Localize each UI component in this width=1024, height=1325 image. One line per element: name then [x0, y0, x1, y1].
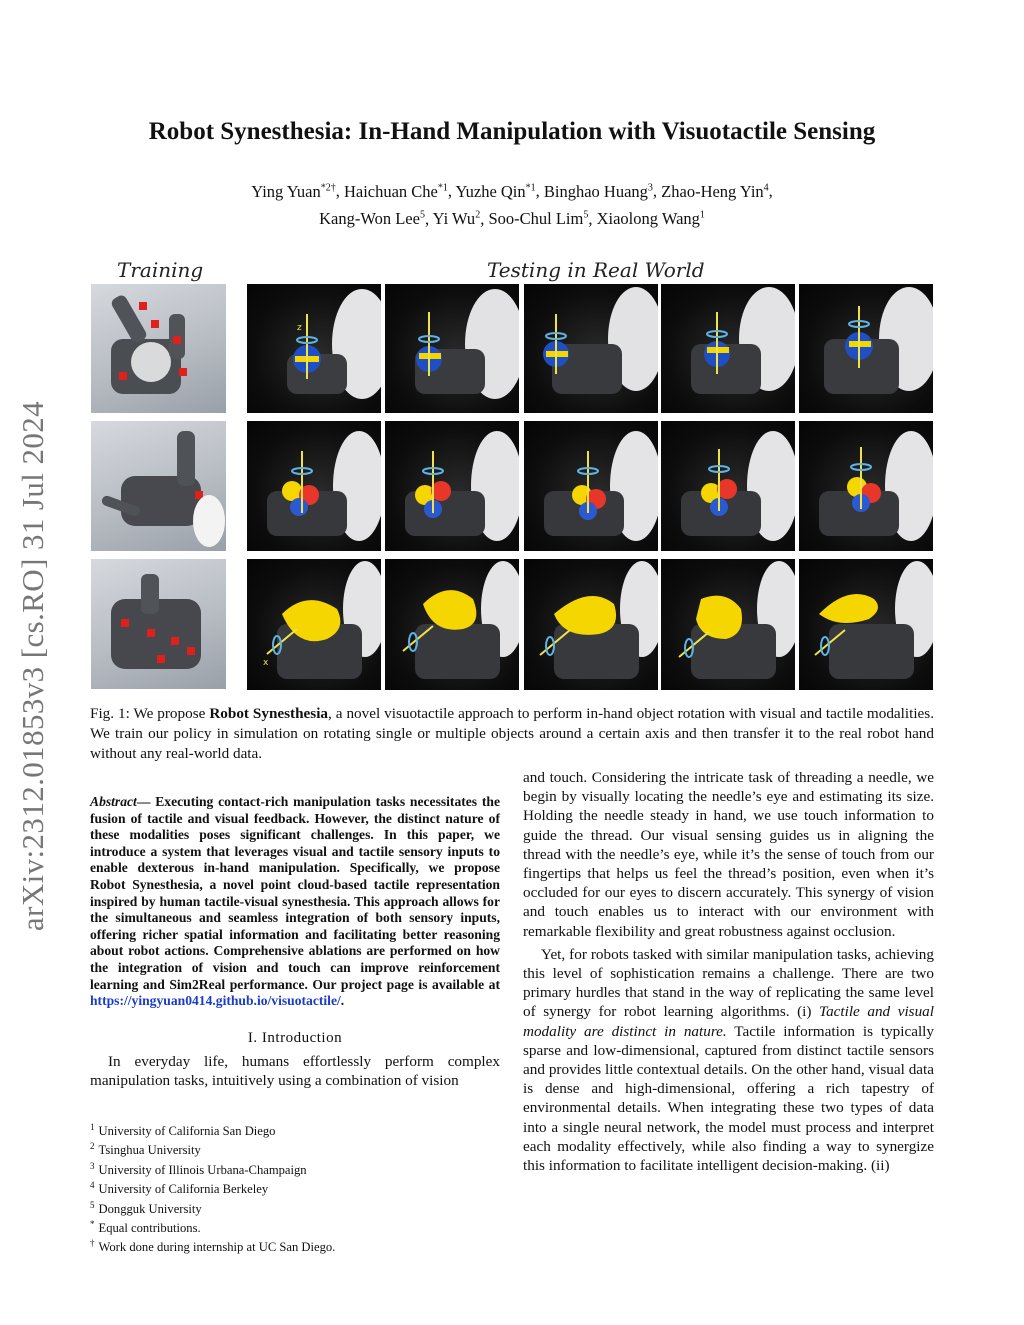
real-image-r2-c5 [799, 421, 933, 551]
footnote: $^3$ University of Illinois Urbana-Champaign [90, 1160, 307, 1177]
sim-finger [141, 574, 159, 614]
real-image-r2-c4 [661, 421, 795, 551]
sim-image-row-2 [91, 421, 226, 551]
real-image-r3-c4 [661, 559, 795, 690]
sim-finger [110, 293, 149, 344]
real-image-r3-c5 [799, 559, 933, 690]
footnote: $^2$ Tsinghua University [90, 1141, 201, 1158]
axis-label-z: z [297, 323, 302, 333]
footnotes [90, 1120, 510, 1256]
footnote: $^4$ University of California Berkeley [90, 1180, 269, 1197]
real-image-r3-c1 [247, 559, 381, 690]
real-image-r1-c2 [385, 284, 519, 413]
axis-label-x: x [263, 658, 269, 668]
footnote: $^1$ University of California San Diego [90, 1122, 276, 1139]
author: Soo-Chul Lim$^5$ [488, 209, 589, 228]
real-image-r2-c3 [524, 421, 658, 551]
intro-paragraph-2: Yet, for robots tasked with similar manipulation tasks, achieving this level of sophistication remains a challenge. There are two primary hurdles that stand in the way of replicating the same level of synergy for robot learning algorithms. (i) Tactile and visual modality are distinct in nature. Tactile information is typically sparse and low-dimensional, captured from distinct tactile sensors and provides little contextual details. On the other hand, visual data is dense and high-dimensional, offering a rich tapestry of environmental details. When integrating these two types of data into a single neural network, the model must process and interpret each modality effectively, while also finding a way to synergize this information to facilitate intelligent decision-making. (ii) [523, 945, 934, 1175]
sim-tactile-marker [119, 372, 127, 380]
footnote: † Work done during internship at UC San Diego. [90, 1238, 336, 1255]
figure-label-testing: Testing in Real World [487, 258, 705, 282]
author: Kang-Won Lee$^5$ [319, 209, 425, 228]
author: Yi Wu$^2$ [432, 209, 481, 228]
footnote: $^5$ Dongguk University [90, 1199, 202, 1216]
real-image-r2-c1 [247, 421, 381, 551]
paper-title: Robot Synesthesia: In-Hand Manipulation with Visuotactile Sensing [148, 118, 876, 145]
sim-tactile-marker [139, 302, 147, 310]
robot-hand [415, 624, 500, 679]
sim-image-row-1 [91, 284, 226, 413]
figure-caption: Fig. 1: We propose Robot Synesthesia, a novel visuotactile approach to perform in-hand object rotation with visual and tactile modalities. We train our policy in simulation on rotating single or multiple objects around a certain axis and then transfer it to the real robot hand without any real-world data. [90, 705, 934, 762]
author: Binghao Huang$^3$ [543, 181, 653, 201]
sim-finger [177, 431, 195, 486]
author-line-2: Kang-Won Lee$^5$, Yi Wu$^2$, Soo-Chul Lim$^5$, Xiaolong Wang$^1$ [319, 209, 705, 228]
object-yellow [819, 594, 878, 623]
intro-paragraph-1-cont: and touch. Considering the intricate task of threading a needle, we begin by visually locating the needle’s eye and estimating its size. Holding the needle steady in hand, we use touch information to guide the thread. Our visual sensing guides us in aligning the thread with the needle’s eye, while it’s the sense of touch from our fingertips that helps us feel the thread’s position, even when it’s occluded for our eyes to discern accurately. This synergy of vision and touch enables us to interact with our environment with remarkable flexibility and great robustness against occlusion. [523, 769, 934, 940]
author-line-1: Ying Yuan$^{*2\dagger}$, Haichuan Che$^{*1}$, Yuzhe Qin$^{*1}$, Binghao Huang$^3$, Zhao-Heng Yin$^4$, [251, 181, 773, 201]
sim-tactile-marker [187, 647, 195, 655]
real-image-r1-c1 [247, 284, 381, 413]
author-list [150, 176, 874, 231]
section-heading-introduction: I. Introduction [247, 1030, 343, 1046]
arxiv-identifier: arXiv:2312.01853v3 [cs.RO] 31 Jul 2024 [15, 400, 50, 932]
sim-tactile-marker [151, 320, 159, 328]
author: Yuzhe Qin$^{*1}$ [455, 181, 536, 201]
real-image-r2-c2 [385, 421, 519, 551]
project-page-link[interactable]: https://yingyuan0414.github.io/visuotactile/ [90, 993, 341, 1009]
author: Haichuan Che$^{*1}$ [343, 181, 448, 201]
sim-image-row-3 [91, 559, 226, 689]
intro-paragraph-left: In everyday life, humans effortlessly perform complex manipulation tasks, intuitively using a combination of vision [90, 1053, 500, 1090]
author: Xiaolong Wang$^1$ [596, 209, 705, 228]
author: Ying Yuan$^{*2\dagger}$ [251, 181, 336, 201]
abstract-lead: Abstract [90, 794, 137, 809]
real-image-r3-c2 [385, 559, 519, 690]
sim-tactile-marker [179, 368, 187, 376]
real-image-r1-c4 [661, 284, 795, 413]
object-piece [290, 498, 308, 516]
abstract: Abstract— Executing contact-rich manipulation tasks necessitates the fusion of tactile and visual feedback. However, the distinct nature of these modalities poses significant challenges. In this paper, we introduce a system that leverages visual and tactile sensory inputs to enable dexterous in-hand manipulation. Specifically, we propose Robot Synesthesia, a novel point cloud-based tactile representation inspired by human tactile-visual synesthesia. This approach allows for the simultaneous and seamless integration of both sensory inputs, offering richer spatial information and facilitating better reasoning about robot actions. Comprehensive ablations are performed on how the integration of vision and touch can improve reinforcement learning and Sim2Real performance. Our project page is available at https://yingyuan0414.github.io/visuotactile/. [90, 794, 500, 1009]
abstract-body: Executing contact-rich manipulation tasks necessitates the fusion of tactile and visual feedback. However, the distinct nature of these modalities poses significant challenges. In this paper, we introduce a system that leverages visual and tactile sensory inputs to enable dexterous in-hand manipulation. Specifically, we propose Robot Synesthesia, a novel point cloud-based tactile representation inspired by human tactile-visual synesthesia. This approach allows for the simultaneous and seamless integration of both sensory inputs, offering richer spatial information and facilitating better reasoning about robot actions. Comprehensive ablations are performed on how the integration of vision and touch can improve reinforcement learning and Sim2Real performance. Our project page is available at [90, 794, 500, 992]
sim-tactile-marker [121, 619, 129, 627]
author: Zhao-Heng Yin$^4$ [661, 181, 769, 201]
sim-robot-arm [193, 495, 225, 547]
real-image-r1-c3 [524, 284, 658, 413]
figure-label-training: Training [117, 258, 204, 282]
sim-object [131, 342, 171, 382]
sim-tactile-marker [173, 336, 181, 344]
intro-right-column [523, 768, 934, 1175]
object-yellow [423, 590, 476, 630]
real-image-r3-c3 [524, 559, 658, 690]
footnote: * Equal contributions. [90, 1218, 201, 1236]
sim-tactile-marker [147, 629, 155, 637]
sim-tactile-marker [171, 637, 179, 645]
sim-tactile-marker [157, 655, 165, 663]
real-image-r1-c5 [799, 284, 933, 413]
